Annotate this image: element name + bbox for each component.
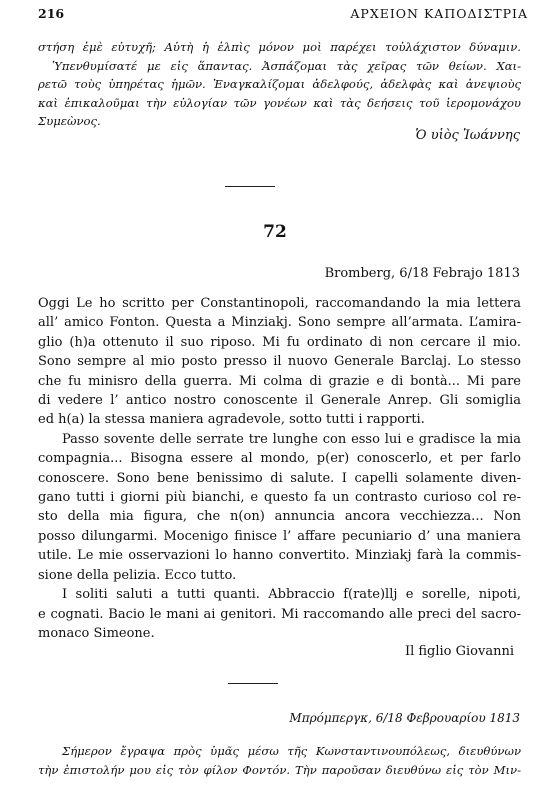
text-line: καὶ ἐπικαλοῦμαι τὴν εὐλογίαν τῶν γονέων καὶ τὰς δεήσεις τοῦ ἱερομονάχου <box>38 95 521 110</box>
italian-signature: Il figlio Giovanni <box>404 644 514 659</box>
text-line: posso dilungarmi. Mocenigo finisce l’ affare pecuniario d’ una maniera <box>38 528 521 544</box>
text-line: I soliti saluti a tutti quanti. Abbraccio f(rate)llj e sorelle, nipoti, <box>62 587 521 603</box>
text-line: e cognati. Bacio le mani ai genitori. Mi raccomando alle preci del sacro- <box>38 606 521 622</box>
text-line: τὴν ἐπιστολήν μου εἰς τὸν φίλον Φοντόν. Τὴν παροῦσαν διευθύνω εἰς τὸν Μιν- <box>38 762 521 777</box>
text-line: Sono sempre al mio posto presso il nuovo Generale Barclaj. Lo stesso <box>38 354 521 370</box>
italian-letter-body <box>38 294 521 643</box>
greek-signature: Ὁ υἱὸς Ἰωάννης <box>415 128 520 143</box>
text-line: ρετῶ τοὺς ὑπηρέτας ἡμῶν. Ἐναγκαλίζομαι ἀδελφούς, ἀδελφὰς καὶ ἀνεψιοὺς <box>38 77 521 92</box>
text-line: sione della pelizia. Ecco tutto. <box>38 567 237 583</box>
greek-dateline: Μπρόμπεργκ, 6/18 Φεβρουαρίου 1813 <box>289 711 520 725</box>
text-line: στήση ἐμὲ εὐτυχῆ; Αὐτὴ ἡ ἐλπὶς μόνον μοὶ παρέχει τοὐλάχιστον δύναμιν. <box>38 40 521 54</box>
text-line: di vedere l’ antico nostro conoscente il Generale Anrep. Gli somiglia <box>38 393 521 409</box>
text-line: conoscere. Sono bene benissimo di salute. I capelli solamente diven- <box>38 470 521 486</box>
running-title: ΑΡΧΕΙΟΝ ΚΑΠΟΔΙΣΤΡΙΑ <box>350 6 528 21</box>
page-number: 216 <box>38 6 65 21</box>
letter-number: 72 <box>263 222 287 242</box>
text-line: sto della mia figura, che n(on) annuncia ancora vecchiezza... Non <box>38 509 521 525</box>
greek-letter-beginning <box>38 742 521 779</box>
italian-dateline: Bromberg, 6/18 Febrajo 1813 <box>324 266 520 281</box>
greek-letter-ending <box>38 38 521 131</box>
text-line: Ὑπενθυμίσατέ με εἰς ἅπαντας. Ἀσπάζομαι τὰς χεῖρας τῶν θείων. Χαι- <box>52 58 521 73</box>
section-divider <box>228 683 278 684</box>
text-line: compagnia... Bisogna essere al mondo, p(er) conoscerlo, et per farlo <box>38 451 521 467</box>
text-line: Oggi Le ho scritto per Constantinopoli, raccomandando la mia lettera <box>38 296 521 311</box>
text-line: Passo sovente delle serrate tre lunghe con esso lui e gradisce la mia <box>62 431 521 447</box>
text-line: Συμεὼνος. <box>38 114 101 129</box>
text-line: monaco Simeone. <box>38 625 155 641</box>
text-line: all’ amico Fonton. Questa a Minziakj. Sono sempre all’armata. L’amira- <box>38 315 521 331</box>
text-line: glio (h)a ottenuto il suo riposo. Mi fu ordinato di non cercare il mio. <box>38 334 521 350</box>
page-header <box>38 6 528 22</box>
text-line: che fu minisro della guerra. Mi colma di grazie e di bontà... Mi pare <box>38 373 521 389</box>
text-line: ed h(a) la stessa maniera agradevole, sotto tutti i rapporti. <box>38 412 425 428</box>
text-line: utile. Le mie osservazioni lo hanno convertito. Minziakj farà la commis- <box>38 548 521 564</box>
text-line: gano tutti i giorni più bianchi, e questo fa un contrasto curioso col re- <box>38 490 521 506</box>
section-divider <box>225 186 275 187</box>
text-line: Σήμερον ἔγραψα πρὸς ὑμᾶς μέσω τῆς Κωνσταντινουπόλεως, διευθύνων <box>62 744 521 758</box>
